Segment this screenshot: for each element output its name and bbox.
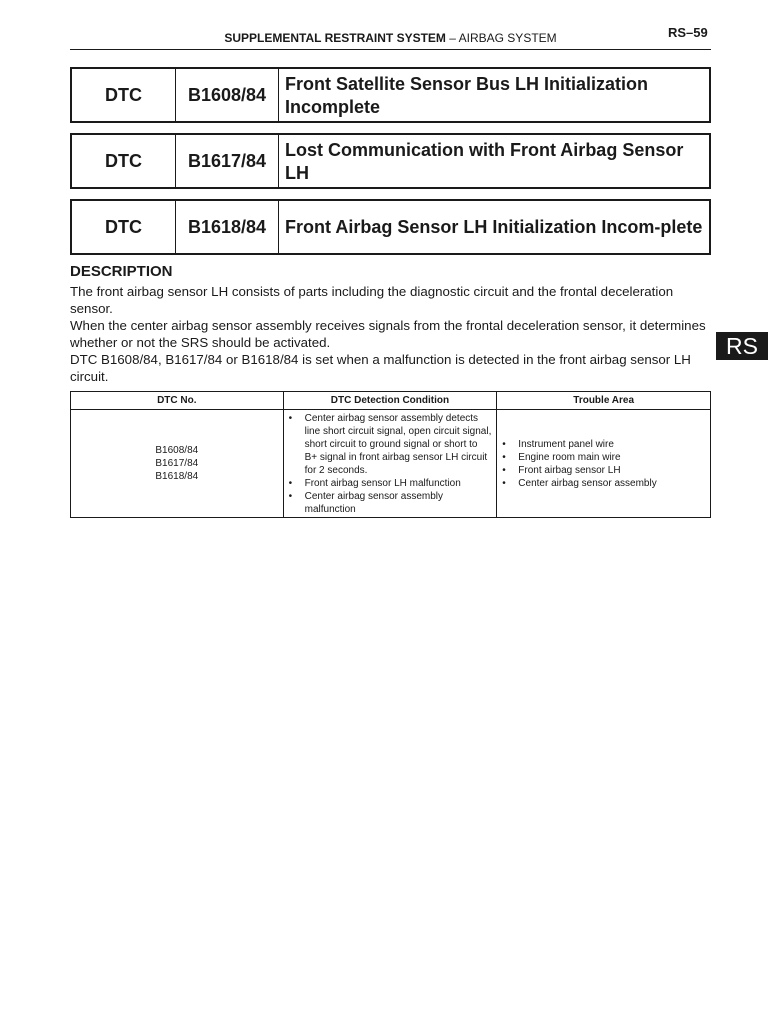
dtc-label: DTC <box>72 69 176 121</box>
column-header-trouble-area: Trouble Area <box>497 392 711 410</box>
detection-condition-cell <box>283 410 497 518</box>
condition-list <box>284 412 493 516</box>
dtc-title: Front Satellite Sensor Bus LH Initialization Incomplete <box>285 73 649 117</box>
dtc-header-box <box>70 133 711 189</box>
header-subsystem-title: AIRBAG SYSTEM <box>458 31 557 45</box>
description-paragraph: The front airbag sensor LH consists of parts including the diagnostic circuit and the frontal deceleration sensor. <box>70 284 674 316</box>
header-divider <box>70 49 711 50</box>
dtc-header-box <box>70 199 711 255</box>
table-header-row <box>71 392 711 410</box>
condition-item: • Front airbag sensor LH malfunction <box>284 477 493 490</box>
dtc-title: Front Airbag Sensor LH Initialization Incom-plete <box>285 217 703 237</box>
trouble-area-item: • Center airbag sensor assembly <box>497 477 710 490</box>
dtc-table <box>70 391 711 518</box>
table-row <box>71 410 711 518</box>
page-number: RS–59 <box>668 25 708 40</box>
dtc-number-cell <box>71 410 284 518</box>
description-paragraph: When the center airbag sensor assembly receives signals from the frontal deceleration sensor, it determines whether or not the SRS should be activated. <box>70 318 706 350</box>
header-system-title: SUPPLEMENTAL RESTRAINT SYSTEM <box>224 31 446 45</box>
dtc-header-box <box>70 67 711 123</box>
condition-item: • Center airbag sensor assembly detects line short circuit signal, open circuit signal, short circuit to ground signal or short to B+ signal in front airbag sensor LH circuit for 2 seconds. <box>284 412 493 477</box>
description-heading: DESCRIPTION <box>70 263 173 280</box>
dtc-number: B1617/84 <box>155 458 199 469</box>
trouble-area-item: • Instrument panel wire <box>497 438 710 451</box>
header-separator: – <box>449 31 456 45</box>
dtc-label: DTC <box>72 201 176 253</box>
trouble-area-item: • Front airbag sensor LH <box>497 464 710 477</box>
dtc-label: DTC <box>72 135 176 187</box>
column-header-dtc-no: DTC No. <box>71 392 284 410</box>
dtc-code: B1608/84 <box>176 69 279 121</box>
description-body <box>70 283 715 385</box>
trouble-area-list <box>497 438 710 490</box>
dtc-title: Lost Communication with Front Airbag Sensor LH <box>285 139 684 183</box>
trouble-area-item: • Engine room main wire <box>497 451 710 464</box>
column-header-detection-condition: DTC Detection Condition <box>283 392 497 410</box>
dtc-code: B1617/84 <box>176 135 279 187</box>
running-header <box>70 31 711 45</box>
section-tab: RS <box>716 332 768 360</box>
description-paragraph: DTC B1608/84, B1617/84 or B1618/84 is set when a malfunction is detected in the front airbag sensor LH circuit. <box>70 352 691 384</box>
condition-item: • Center airbag sensor assembly malfunction <box>284 490 493 516</box>
dtc-code: B1618/84 <box>176 201 279 253</box>
trouble-area-cell <box>497 410 711 518</box>
dtc-number: B1608/84 <box>155 445 199 456</box>
dtc-number: B1618/84 <box>155 471 199 482</box>
